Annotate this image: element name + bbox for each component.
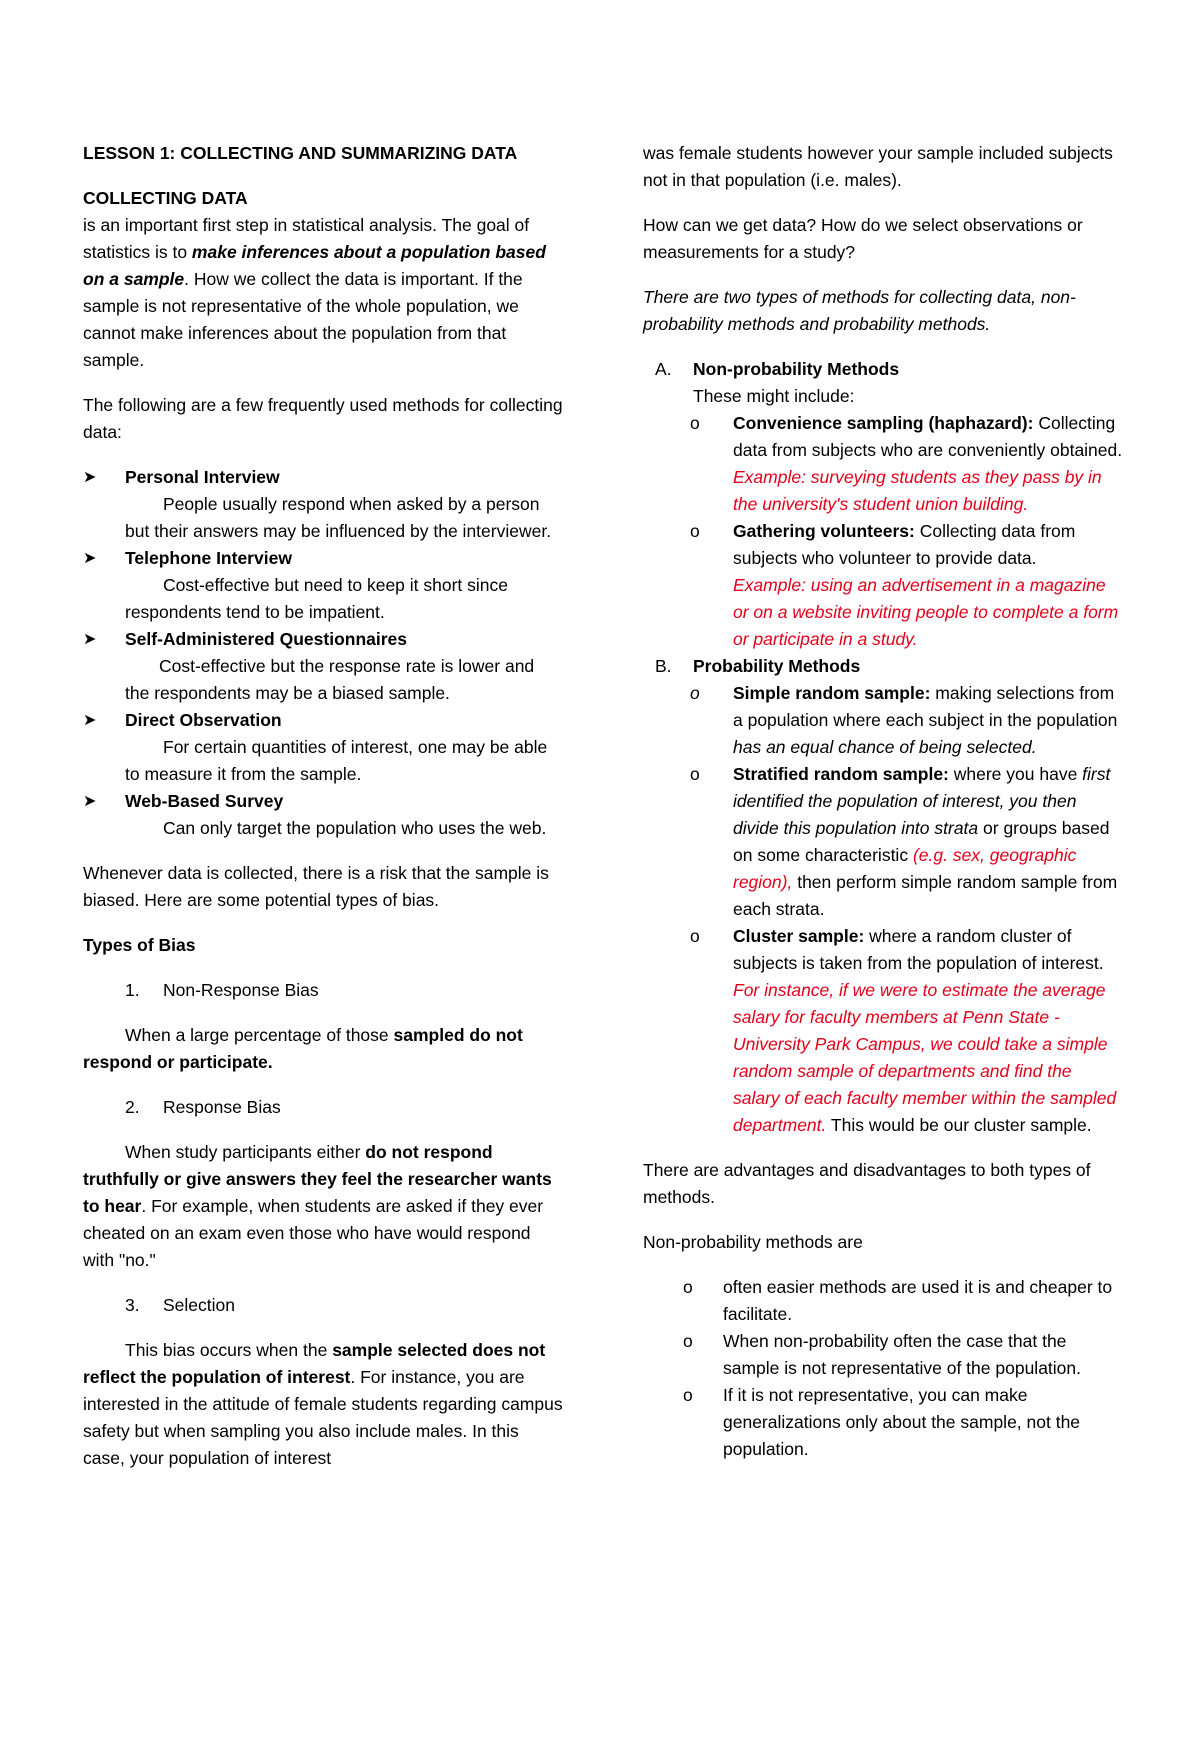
continued-text: was female students however your sample included subjects not in that population (i.e. males). <box>643 143 1113 190</box>
circle-bullet-icon: o <box>690 926 700 946</box>
bias-2-title: Response Bias <box>163 1097 281 1117</box>
list-item <box>83 707 563 788</box>
method-desc: For certain quantities of interest, one may be able to measure it from the sample. <box>125 737 548 784</box>
list-item <box>83 626 563 707</box>
bias-3-heading <box>83 1292 563 1319</box>
nonprob-point: When non-probability often the case that the sample is not representative of the population. <box>723 1331 1081 1378</box>
bias-1-emphasis: sampled do not respond or participate. <box>83 1025 523 1072</box>
bias-intro: Whenever data is collected, there is a risk that the sample is biased. Here are some potential types of bias. <box>83 863 549 910</box>
intro-text-c: . How we collect the data is important. If the sample is not representative of the whole population, we cannot make inferences about the population from that sample. <box>83 269 523 370</box>
method-name: Personal Interview <box>125 467 280 487</box>
types-of-bias-heading: Types of Bias <box>83 935 196 955</box>
srs-term: Simple random sample: <box>733 683 931 703</box>
cluster-text-2: This would be our cluster sample. <box>826 1115 1092 1135</box>
collecting-data-section <box>83 185 563 374</box>
method-name: Self-Administered Questionnaires <box>125 629 408 649</box>
list-item <box>690 761 1123 923</box>
convenience-text: Collecting data from subjects who are conveniently obtained. <box>733 413 1123 460</box>
methods-list <box>83 464 563 842</box>
bias-1-number: 1. <box>125 980 140 1000</box>
cluster-example: For instance, if we were to estimate the average salary for faculty members at Penn State - University Park Campus, we could take a simple random sample of departments and find the salary of each faculty member within the sampled department. <box>733 980 1117 1135</box>
bias-3-text <box>83 1337 563 1472</box>
convenience-term: Convenience sampling (haphazard): <box>733 413 1034 433</box>
intro-text-a: is an important first step in statistical analysis. The goal of statistics is to <box>83 215 530 262</box>
nonprob-heading: Non-probability Methods <box>693 359 900 379</box>
list-item <box>683 1328 1123 1382</box>
bias-2-emphasis: do not respond truthfully or give answers they feel the researcher wants to hear <box>83 1142 552 1216</box>
methods-intro: The following are a few frequently used methods for collecting data: <box>83 395 563 442</box>
two-types-text: There are two types of methods for collecting data, non-probability methods and probability methods. <box>643 287 1076 334</box>
method-name: Direct Observation <box>125 710 282 730</box>
volunteers-text: Collecting data from subjects who volunteer to provide data. <box>733 521 1076 568</box>
method-name: Web-Based Survey <box>125 791 284 811</box>
method-desc: People usually respond when asked by a person but their answers may be influenced by the interviewer. <box>125 494 552 541</box>
nonprob-point: often easier methods are used it is and cheaper to facilitate. <box>723 1277 1113 1324</box>
arrow-bullet-icon: ➤ <box>83 712 97 729</box>
list-item <box>683 1382 1123 1463</box>
list-item <box>683 1274 1123 1328</box>
advantages-text: There are advantages and disadvantages to both types of methods. <box>643 1160 1091 1207</box>
bias-1-heading <box>83 977 563 1004</box>
volunteers-example: Example: using an advertisement in a magazine or on a website inviting people to complete a form or participate in a study. <box>733 575 1119 649</box>
bias-2-text-a: When study participants either <box>125 1142 366 1162</box>
nonprob-intro: These might include: <box>693 386 855 406</box>
question-text: How can we get data? How do we select observations or measurements for a study? <box>643 215 1083 262</box>
circle-bullet-icon: o <box>683 1331 693 1351</box>
stratified-text-3: then perform simple random sample from each strata. <box>733 872 1118 919</box>
method-name: Telephone Interview <box>125 548 292 568</box>
method-desc: Cost-effective but the response rate is lower and the respondents may be a biased sample. <box>125 656 535 703</box>
stratified-emphasis: first identified the population of interest, you then divide this population into strata <box>733 764 1111 838</box>
arrow-bullet-icon: ➤ <box>83 469 97 486</box>
nonprob-sublist <box>690 410 1123 653</box>
list-item <box>83 545 563 626</box>
nonprob-are-text: Non-probability methods are <box>643 1232 863 1252</box>
bias-1-text <box>83 1022 563 1076</box>
list-letter: B. <box>655 656 672 676</box>
srs-text: making selections from a population where each subject in the population <box>733 683 1118 730</box>
list-item <box>643 653 1123 1139</box>
intro-emphasis: make inferences about a population based on a sample <box>83 242 546 289</box>
stratified-text-1: where you have <box>948 764 1083 784</box>
bias-3-text-a: This bias occurs when the <box>125 1340 333 1360</box>
list-item <box>690 680 1123 761</box>
stratified-example: (e.g. sex, geographic region), <box>733 845 1077 892</box>
list-item <box>690 923 1123 1139</box>
bias-2-heading <box>83 1094 563 1121</box>
bias-1-text-a: When a large percentage of those <box>125 1025 394 1045</box>
left-column <box>83 140 563 1472</box>
lesson-title: LESSON 1: COLLECTING AND SUMMARIZING DATA <box>83 143 518 163</box>
convenience-example: Example: surveying students as they pass by in the university's student union building. <box>733 467 1102 514</box>
method-desc: Cost-effective but need to keep it short since respondents tend to be impatient. <box>125 575 509 622</box>
right-column <box>643 140 1123 1463</box>
circle-bullet-icon: o <box>690 764 700 784</box>
prob-heading: Probability Methods <box>693 656 861 676</box>
list-item <box>83 788 563 842</box>
arrow-bullet-icon: ➤ <box>83 631 97 648</box>
list-item <box>643 356 1123 653</box>
circle-bullet-icon: o <box>690 413 700 433</box>
bias-3-text-c: . For instance, you are interested in the attitude of female students regarding campus safety but when sampling you also include males. In this case, your population of interest <box>83 1367 563 1468</box>
list-item <box>83 464 563 545</box>
nonprob-point: If it is not representative, you can make generalizations only about the sample, not the population. <box>723 1385 1081 1459</box>
bias-3-number: 3. <box>125 1295 140 1315</box>
method-desc: Can only target the population who uses the web. <box>163 818 547 838</box>
bias-3-title: Selection <box>163 1295 235 1315</box>
nonprob-points-list <box>643 1274 1123 1463</box>
bias-3-emphasis: sample selected does not reflect the population of interest <box>83 1340 546 1387</box>
bias-2-text-c: . For example, when students are asked if they ever cheated on an exam even those who have would respond with "no." <box>83 1196 544 1270</box>
bias-1-title: Non-Response Bias <box>163 980 319 1000</box>
srs-emphasis: has an equal chance of being selected. <box>733 737 1037 757</box>
circle-bullet-icon: o <box>690 683 700 703</box>
volunteers-term: Gathering volunteers: <box>733 521 915 541</box>
bias-2-text <box>83 1139 563 1274</box>
list-item <box>690 518 1123 653</box>
list-item <box>690 410 1123 518</box>
method-types-list <box>643 356 1123 1139</box>
list-letter: A. <box>655 359 672 379</box>
cluster-term: Cluster sample: <box>733 926 865 946</box>
prob-sublist <box>690 680 1123 1139</box>
circle-bullet-icon: o <box>683 1277 693 1297</box>
collecting-data-heading: COLLECTING DATA <box>83 188 248 208</box>
cluster-text: where a random cluster of subjects is taken from the population of interest. <box>733 926 1104 973</box>
circle-bullet-icon: o <box>683 1385 693 1405</box>
bias-2-number: 2. <box>125 1097 140 1117</box>
stratified-text-2: or groups based on some characteristic <box>733 818 1110 865</box>
circle-bullet-icon: o <box>690 521 700 541</box>
arrow-bullet-icon: ➤ <box>83 550 97 567</box>
stratified-term: Stratified random sample: <box>733 764 949 784</box>
arrow-bullet-icon: ➤ <box>83 793 97 810</box>
